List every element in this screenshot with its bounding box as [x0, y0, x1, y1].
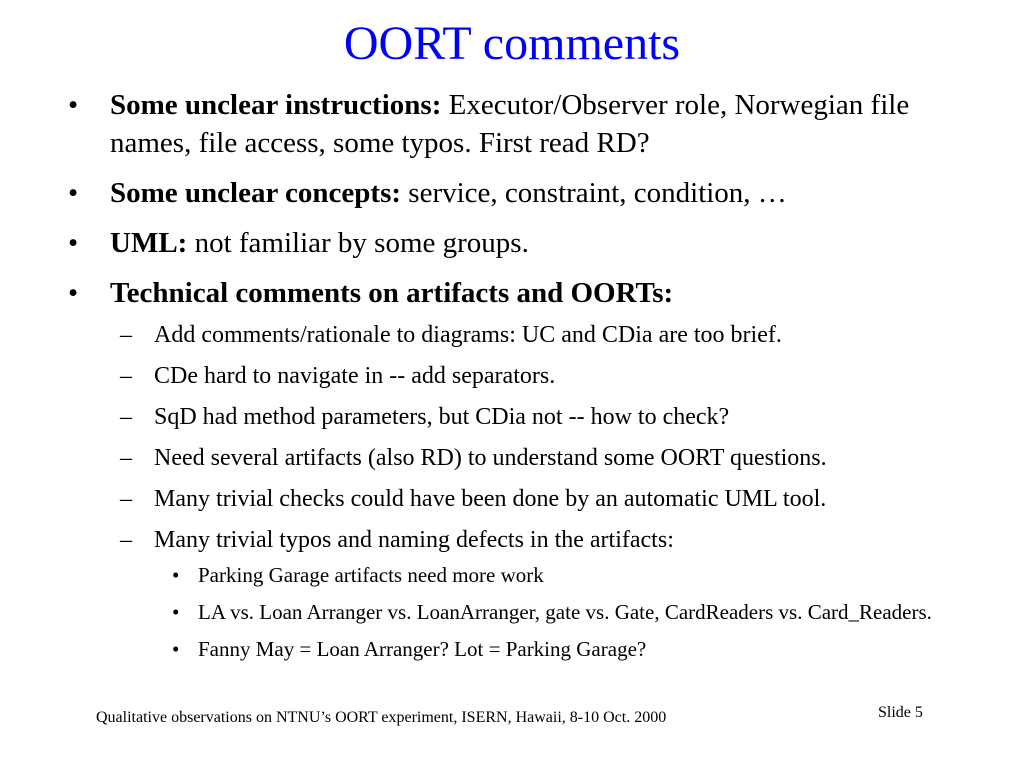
bullet-bold-text: UML: — [110, 227, 188, 259]
dot-marker: • — [172, 637, 180, 661]
sub-sub-bullet-item — [68, 599, 988, 626]
sub-sub-bullet-list — [68, 562, 988, 663]
dash-marker: – — [120, 445, 132, 471]
bullet-text: not familiar by some groups. — [187, 227, 529, 259]
sub-sub-bullet-text: LA vs. Loan Arranger vs. LoanArranger, gate vs. Gate, CardReaders vs. Card_Readers. — [198, 600, 932, 624]
sub-bullet-text: Many trivial checks could have been done by an automatic UML tool. — [154, 486, 827, 512]
slide-title: OORT comments — [343, 17, 681, 70]
sub-bullet-text: SqD had method parameters, but CDia not -- how to check? — [154, 404, 730, 430]
slide-body — [68, 86, 988, 673]
sub-bullet-text: Add comments/rationale to diagrams: UC and CDia are too brief. — [154, 322, 782, 348]
sub-bullet-item — [68, 361, 988, 391]
dash-marker: – — [120, 363, 132, 389]
dash-marker: – — [120, 486, 132, 512]
slide-footer: Qualitative observations on NTNU’s OORT experiment, ISERN, Hawaii, 8-10 Oct. 2000 — [96, 709, 667, 726]
dash-marker: – — [120, 404, 132, 430]
bullet-item — [68, 86, 988, 162]
sub-bullet-list — [68, 320, 988, 555]
bullet-text: Executor/Observer role, Norwegian file names, file access, some typos. First read RD? — [110, 89, 910, 159]
bullet-item — [68, 274, 988, 312]
dot-marker: • — [172, 563, 180, 587]
sub-bullet-item — [68, 402, 988, 432]
bullet-bold-text: Some unclear concepts: — [110, 177, 402, 209]
sub-sub-bullet-item — [68, 562, 988, 589]
bullet-item — [68, 174, 988, 212]
sub-bullet-text: Need several artifacts (also RD) to understand some OORT questions. — [154, 445, 827, 471]
dot-marker: • — [172, 600, 180, 624]
bullet-item — [68, 224, 988, 262]
sub-bullet-item — [68, 525, 988, 555]
sub-bullet-item — [68, 443, 988, 473]
bullet-marker: • — [68, 89, 79, 121]
sub-sub-bullet-text: Fanny May = Loan Arranger? Lot = Parking Garage? — [198, 637, 647, 661]
bullet-bold-text: Technical comments on artifacts and OORTs: — [110, 277, 674, 309]
dash-marker: – — [120, 322, 132, 348]
sub-bullet-text: Many trivial typos and naming defects in the artifacts: — [154, 527, 674, 553]
sub-bullet-item — [68, 320, 988, 350]
slide-number: Slide 5 — [878, 704, 923, 721]
bullet-marker: • — [68, 177, 79, 209]
bullet-text: service, constraint, condition, … — [401, 177, 787, 209]
sub-bullet-item — [68, 484, 988, 514]
dash-marker: – — [120, 527, 132, 553]
sub-sub-bullet-text: Parking Garage artifacts need more work — [198, 563, 544, 587]
bullet-marker: • — [68, 227, 79, 259]
sub-sub-bullet-item — [68, 636, 988, 663]
bullet-marker: • — [68, 277, 79, 309]
bullet-bold-text: Some unclear instructions: — [110, 89, 442, 121]
sub-bullet-text: CDe hard to navigate in -- add separators. — [154, 363, 556, 389]
